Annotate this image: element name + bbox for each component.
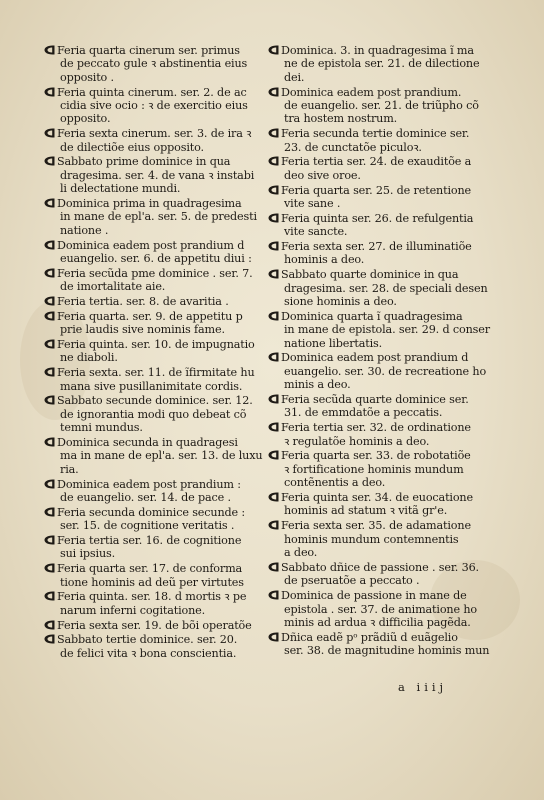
sermon-entry: [268, 155, 488, 182]
entry-text: ria.: [60, 462, 79, 476]
entry-text: Sabbato tertie dominice. ser. 20.: [57, 633, 238, 647]
pilcrow-icon: [44, 296, 55, 306]
entry-text: de felici vita ꝛ bona conscientia.: [60, 646, 237, 660]
entry-text: Feria secunda tertie dominice ser.: [281, 127, 470, 141]
pilcrow-icon: [268, 241, 279, 251]
entry-line: [268, 421, 488, 434]
entry-line: [268, 212, 488, 225]
sermon-entry: [268, 310, 488, 350]
pilcrow-icon: [44, 507, 55, 517]
entry-line: [268, 603, 488, 616]
sermon-entry: [268, 421, 488, 448]
entry-text: mana sive pusillanimitate cordis.: [60, 379, 243, 393]
pilcrow-icon: [268, 213, 279, 223]
sermon-entry: [268, 44, 488, 84]
pilcrow-icon: [268, 128, 279, 138]
pilcrow-icon: [44, 311, 55, 321]
entry-line: [44, 141, 256, 154]
entry-line: [268, 155, 488, 168]
entry-text: hominis ad statum ꝛ vitã gr'e.: [284, 504, 448, 518]
entry-line: [44, 267, 256, 280]
entry-line: [268, 546, 488, 559]
entry-line: [44, 604, 256, 617]
entry-line: [268, 99, 488, 112]
entry-text: in mane de epistola. ser. 29. d conser: [284, 323, 490, 337]
sermon-entry: [268, 449, 488, 489]
entry-text: vite sancte.: [284, 225, 348, 239]
entry-line: [268, 435, 488, 448]
entry-line: [268, 631, 488, 644]
entry-line: [44, 366, 256, 379]
entry-text: de imortalitate aie.: [60, 280, 166, 294]
entry-line: [268, 240, 488, 253]
sermon-entry: [268, 86, 488, 126]
pilcrow-icon: [268, 562, 279, 572]
pilcrow-icon: [268, 492, 279, 502]
entry-line: [44, 99, 256, 112]
pilcrow-icon: [268, 590, 279, 600]
entry-line: [268, 295, 488, 308]
pilcrow-icon: [268, 87, 279, 97]
entry-line: [44, 197, 256, 210]
right-column: [268, 44, 488, 659]
entry-line: [44, 351, 256, 364]
entry-line: [44, 408, 256, 421]
entry-text: epistola . ser. 37. de animatione ho: [284, 602, 477, 616]
entry-text: de euangelio. ser. 14. de pace .: [60, 491, 231, 505]
sermon-entry: [268, 631, 488, 658]
entry-line: [44, 380, 256, 393]
pilcrow-icon: [44, 591, 55, 601]
pilcrow-icon: [44, 87, 55, 97]
entry-line: [44, 182, 256, 195]
entry-text: Sabbato dñice de passione . ser. 36.: [281, 560, 479, 574]
entry-text: ꝛ fortificatione hominis mundum: [284, 462, 464, 476]
sermon-entry: [44, 155, 256, 195]
entry-line: [44, 169, 256, 182]
entry-line: [268, 337, 488, 350]
entry-line: [268, 378, 488, 391]
entry-line: [268, 449, 488, 462]
entry-text: ne diaboli.: [60, 351, 118, 365]
pilcrow-icon: [268, 632, 279, 642]
sermon-entry: [44, 590, 256, 617]
entry-line: [268, 268, 488, 281]
entry-text: euangelio. ser. 6. de appetitu diui :: [60, 252, 252, 266]
entry-text: vite sane .: [284, 197, 341, 211]
entry-text: Dominica de passione in mane de: [281, 589, 467, 603]
entry-line: [268, 44, 488, 57]
entry-line: [44, 57, 256, 70]
entry-text: ser. 15. de cognitione veritatis .: [60, 519, 235, 533]
entry-text: de peccato gule ꝛ abstinentia eius: [60, 57, 248, 71]
entry-line: [268, 504, 488, 517]
entry-line: [44, 323, 256, 336]
pilcrow-icon: [268, 422, 279, 432]
pilcrow-icon: [268, 520, 279, 530]
entry-line: [268, 644, 488, 657]
entry-line: [44, 534, 256, 547]
sermon-entry: [44, 267, 256, 294]
pilcrow-icon: [268, 394, 279, 404]
pilcrow-icon: [44, 437, 55, 447]
entry-line: [44, 310, 256, 323]
entry-text: Feria sexta. ser. 11. de ĩfirmitate hu: [57, 366, 255, 380]
entry-line: [44, 436, 256, 449]
entry-text: Feria quinta. ser. 10. de impugnatio: [57, 338, 255, 352]
entry-line: [44, 155, 256, 168]
entry-text: Feria sexta ser. 35. de adamatione: [281, 519, 471, 533]
entry-text: Dominica. 3. in quadragesima ĩ ma: [281, 44, 474, 57]
entry-line: [268, 112, 488, 125]
sermon-entry: [44, 86, 256, 126]
entry-line: [44, 449, 263, 463]
entry-line: [44, 338, 256, 351]
entry-text: Sabbato secunde dominice. ser. 12.: [57, 394, 253, 408]
sermon-entry: [268, 589, 488, 629]
entry-line: [44, 71, 256, 84]
entry-text: Feria secũda quarte dominice ser.: [281, 393, 469, 407]
pilcrow-icon: [44, 479, 55, 489]
entry-text: minis a deo.: [284, 378, 351, 392]
entry-line: [44, 86, 256, 99]
entry-text: Feria sexta ser. 19. de bõi operatõe: [57, 618, 252, 632]
entry-text: Sabbato prime dominice in qua: [57, 155, 231, 169]
entry-text: Dominica eadem post prandium :: [57, 477, 241, 491]
entry-text: Feria quarta cinerum ser. primus: [57, 44, 240, 57]
entry-text: narum inferni cogitatione.: [60, 603, 206, 617]
pilcrow-icon: [44, 620, 55, 630]
pilcrow-icon: [44, 367, 55, 377]
sermon-entry: [44, 619, 256, 632]
left-column: [44, 44, 263, 662]
entry-line: [268, 589, 488, 602]
entry-text: de pseruatõe a peccato .: [284, 574, 420, 588]
entry-text: ma in mane de epl'a. ser. 13. de luxu: [60, 449, 263, 463]
entry-line: [268, 351, 488, 364]
sermon-entry: [268, 268, 488, 308]
entry-line: [44, 576, 256, 589]
entry-text: ser. 38. de magnitudine hominis mun: [284, 644, 490, 658]
pilcrow-icon: [268, 45, 279, 55]
entry-line: [268, 197, 488, 210]
entry-text: opposito .: [60, 70, 114, 84]
entry-text: Dominica eadem post prandium d: [281, 351, 469, 365]
entry-text: Feria quarta ser. 33. de robotatiõe: [281, 449, 471, 463]
entry-text: Feria quinta. ser. 18. d mortis ꝛ pe: [57, 590, 247, 604]
sermon-entry: [268, 184, 488, 211]
entry-line: [44, 224, 256, 237]
pilcrow-icon: [44, 156, 55, 166]
entry-line: [44, 562, 256, 575]
entry-text: natione .: [60, 223, 109, 237]
entry-text: Feria sexta cinerum. ser. 3. de ira ꝛ: [57, 127, 252, 141]
entry-text: Feria quarta ser. 25. de retentione: [281, 183, 471, 197]
entry-text: a deo.: [284, 546, 318, 560]
sermon-entry: [44, 478, 256, 505]
entry-text: 31. de emmdatõe a peccatis.: [284, 406, 443, 420]
entry-line: [268, 491, 488, 504]
entry-line: [44, 547, 256, 560]
entry-line: [44, 239, 256, 252]
entry-text: cidia sive ocio : ꝛ de exercitio eius: [60, 99, 248, 113]
entry-text: Feria quinta ser. 26. de refulgentia: [281, 211, 474, 225]
entry-text: euangelio. ser. 30. de recreatione ho: [284, 364, 487, 378]
pilcrow-icon: [44, 240, 55, 250]
sermon-entry: [44, 506, 256, 533]
entry-line: [268, 561, 488, 574]
pilcrow-icon: [44, 535, 55, 545]
pilcrow-icon: [44, 45, 55, 55]
signature-mark: a iiij: [398, 680, 448, 694]
entry-line: [44, 252, 256, 265]
entry-text: Dominica prima in quadragesima: [57, 197, 242, 211]
entry-text: tione hominis ad deũ per virtutes: [60, 575, 244, 589]
entry-line: [268, 463, 488, 476]
entry-line: [268, 533, 488, 546]
sermon-entry: [268, 127, 488, 154]
entry-text: dragesima. ser. 4. de vana ꝛ instabi: [60, 168, 255, 182]
entry-text: Feria tertia ser. 16. de cognitione: [57, 534, 242, 548]
entry-text: opposito.: [60, 112, 111, 126]
entry-text: Feria quarta ser. 17. de conforma: [57, 562, 243, 576]
entry-text: de dilectiõe eius opposito.: [60, 140, 204, 154]
sermon-entry: [268, 491, 488, 518]
entry-text: de ignorantia modi quo debeat cõ: [60, 407, 247, 421]
entry-line: [268, 141, 488, 154]
entry-line: [44, 519, 256, 532]
entry-line: [268, 282, 488, 295]
entry-text: ꝛ regulatõe hominis a deo.: [284, 434, 430, 448]
pilcrow-icon: [268, 450, 279, 460]
entry-line: [44, 44, 256, 57]
sermon-entry: [44, 295, 256, 308]
entry-line: [268, 519, 488, 532]
entry-line: [268, 393, 488, 406]
entry-line: [44, 127, 256, 140]
entry-text: dragesima. ser. 28. de speciali desen: [284, 281, 488, 295]
sermon-entry: [44, 394, 256, 434]
sermon-entry: [44, 338, 256, 365]
pilcrow-icon: [44, 563, 55, 573]
entry-text: prie laudis sive nominis fame.: [60, 323, 225, 337]
entry-text: de euangelio. ser. 21. de triũpho cõ: [284, 99, 479, 113]
entry-text: deo sive oroe.: [284, 168, 361, 182]
sermon-entry: [44, 366, 256, 393]
entry-line: [268, 253, 488, 266]
entry-text: Feria secũda pme dominice . ser. 7.: [57, 266, 253, 280]
pilcrow-icon: [44, 198, 55, 208]
entry-line: [268, 57, 488, 70]
entry-line: [268, 616, 488, 629]
entry-line: [44, 590, 256, 603]
pilcrow-icon: [268, 311, 279, 321]
entry-line: [44, 506, 256, 519]
entry-text: Feria tertia ser. 32. de ordinatione: [281, 421, 471, 435]
sermon-entry: [268, 240, 488, 267]
pilcrow-icon: [44, 634, 55, 644]
sermon-entry: [268, 561, 488, 588]
entry-text: li delectatione mundi.: [60, 182, 181, 196]
entry-line: [44, 491, 256, 504]
entry-line: [268, 127, 488, 140]
entry-line: [44, 112, 256, 125]
entry-line: [44, 647, 256, 660]
pilcrow-icon: [44, 395, 55, 405]
entry-text: tra hostem nostrum.: [284, 112, 398, 126]
entry-text: Feria secunda dominice secunde :: [57, 505, 246, 519]
entry-line: [44, 619, 256, 632]
pilcrow-icon: [268, 352, 279, 362]
entry-text: 23. de cunctatõe piculoꝛ.: [284, 140, 422, 154]
entry-text: Feria quinta ser. 34. de euocatione: [281, 491, 473, 505]
entry-line: [268, 71, 488, 84]
sermon-entry: [44, 44, 256, 84]
sermon-entry: [44, 633, 256, 660]
entry-line: [44, 295, 256, 308]
entry-line: [44, 280, 256, 293]
entry-line: [44, 633, 256, 646]
pilcrow-icon: [44, 128, 55, 138]
sermon-entry: [44, 239, 256, 266]
entry-line: [268, 169, 488, 182]
entry-line: [268, 86, 488, 99]
sermon-entry: [44, 534, 256, 561]
pilcrow-icon: [268, 269, 279, 279]
sermon-entry: [44, 127, 256, 154]
sermon-entry: [268, 393, 488, 420]
entry-line: [44, 421, 256, 434]
entry-text: contẽnentis a deo.: [284, 476, 386, 490]
entry-text: Feria quarta. ser. 9. de appetitu p: [57, 309, 243, 323]
entry-line: [44, 463, 256, 476]
sermon-entry: [44, 310, 256, 337]
pilcrow-icon: [44, 339, 55, 349]
entry-line: [44, 478, 256, 491]
entry-line: [268, 184, 488, 197]
entry-line: [268, 310, 488, 323]
sermon-entry: [44, 197, 256, 237]
sermon-entry: [268, 351, 488, 391]
entry-text: sione hominis a deo.: [284, 295, 397, 309]
entry-text: ne de epistola ser. 21. de dilectione: [284, 57, 480, 71]
entry-text: Feria tertia ser. 24. de exauditõe a: [281, 155, 472, 169]
entry-line: [268, 365, 488, 378]
pilcrow-icon: [44, 268, 55, 278]
entry-text: Dñica eadẽ pᵒ prãdiũ d euãgelio: [281, 630, 458, 644]
entry-text: Dominica eadem post prandium d: [57, 238, 245, 252]
entry-line: [268, 406, 488, 419]
entry-line: [268, 225, 488, 238]
sermon-entry: [44, 436, 263, 476]
entry-text: hominis a deo.: [284, 253, 365, 267]
entry-text: Dominica secunda in quadragesi: [57, 436, 238, 450]
entry-line: [44, 210, 256, 223]
sermon-entry: [268, 212, 488, 239]
entry-text: in mane de epl'a. ser. 5. de predesti: [60, 210, 257, 224]
entry-text: hominis mundum contemnentis: [284, 532, 459, 546]
entry-text: dei.: [284, 70, 305, 84]
entry-text: Feria sexta ser. 27. de illuminatiõe: [281, 240, 472, 254]
entry-text: Feria tertia. ser. 8. de avaritia .: [57, 295, 229, 309]
entry-line: [268, 476, 488, 489]
entry-text: Dominica quarta ĩ quadragesima: [281, 309, 463, 323]
entry-line: [268, 323, 488, 336]
entry-line: [268, 574, 488, 587]
entry-text: natione libertatis.: [284, 336, 383, 350]
pilcrow-icon: [268, 185, 279, 195]
sermon-entry: [268, 519, 488, 559]
pilcrow-icon: [268, 156, 279, 166]
entry-line: [44, 394, 256, 407]
sermon-entry: [44, 562, 256, 589]
entry-text: minis ad ardua ꝛ difficilia pagẽda.: [284, 615, 471, 629]
entry-text: sui ipsius.: [60, 547, 115, 561]
entry-text: Feria quinta cinerum. ser. 2. de ac: [57, 85, 247, 99]
entry-text: temni mundus.: [60, 421, 143, 435]
entry-text: Sabbato quarte dominice in qua: [281, 268, 459, 282]
entry-text: Dominica eadem post prandium.: [281, 85, 462, 99]
